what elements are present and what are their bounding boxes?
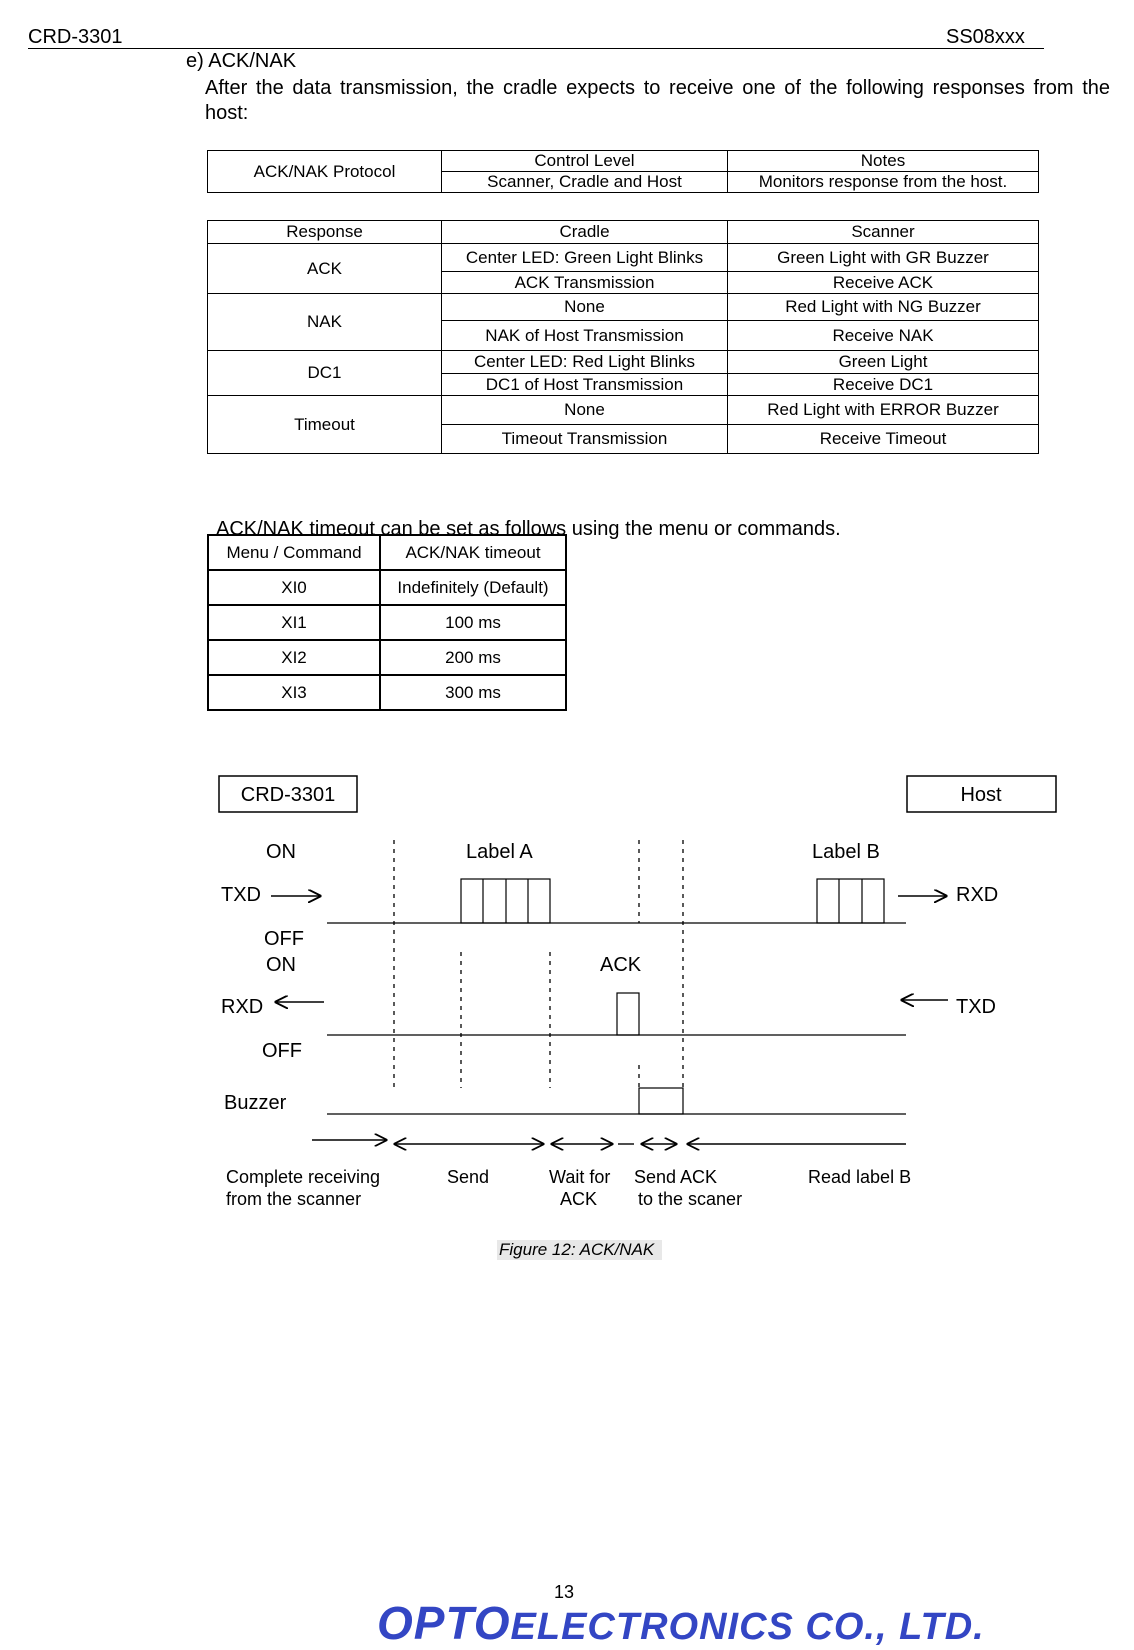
cradle-cell: Center LED: Red Light Blinks (442, 351, 728, 374)
txd-on-label: ON (266, 841, 296, 863)
protocol-col1-header: Control Level (442, 151, 728, 172)
label-a-text: Label A (466, 841, 533, 863)
timeout-cell: 100 ms (380, 605, 566, 640)
intro-paragraph: After the data transmission, the cradle expects to receive one of the following responses from the host: (205, 77, 1110, 124)
scanner-header: Scanner (728, 221, 1039, 244)
phase-send-ack: Send ACK (634, 1167, 718, 1187)
scanner-cell: Red Light with ERROR Buzzer (728, 396, 1039, 425)
rxd-left-label: RXD (221, 996, 264, 1018)
phase-read-label-b: Read label B (808, 1167, 912, 1187)
timeout-cell: 200 ms (380, 640, 566, 675)
cradle-cell: DC1 of Host Transmission (442, 374, 728, 396)
phase-wait-for: Wait for (549, 1167, 611, 1187)
command-header: Menu / Command (208, 535, 380, 570)
response-dc1: DC1 (208, 351, 442, 396)
phase-ack: ACK (560, 1189, 598, 1209)
figure-caption: Figure 12: ACK/NAK (497, 1240, 662, 1260)
phase-from-scanner: from the scanner (226, 1189, 362, 1209)
host-box-label: Host (960, 784, 1002, 806)
ack-signal-label: ACK (600, 954, 642, 976)
label-a-pulses (461, 879, 550, 923)
scanner-cell: Green Light (728, 351, 1039, 374)
scanner-cell: Receive DC1 (728, 374, 1039, 396)
cradle-cell: Timeout Transmission (442, 425, 728, 454)
cradle-cell: Center LED: Green Light Blinks (442, 244, 728, 272)
buzzer-label: Buzzer (224, 1092, 287, 1114)
label-b-pulses (817, 879, 884, 923)
command-cell: XI1 (208, 605, 380, 640)
rxd-off-label: OFF (262, 1040, 302, 1062)
header-model: SS08xxx (946, 26, 1025, 48)
protocol-col2-value: Monitors response from the host. (728, 172, 1039, 193)
scanner-cell: Receive ACK (728, 272, 1039, 294)
company-logo (377, 1596, 985, 1650)
command-cell: XI0 (208, 570, 380, 605)
buzzer-pulse (639, 1088, 683, 1114)
header-doc-id: CRD-3301 (28, 26, 123, 48)
phase-complete-receiving: Complete receiving (226, 1167, 381, 1187)
ack-pulse (617, 993, 639, 1035)
scanner-cell: Green Light with GR Buzzer (728, 244, 1039, 272)
cradle-cell: None (442, 294, 728, 321)
logo-opto: OPTO (377, 1597, 511, 1649)
page-number: 13 (554, 1582, 575, 1602)
rxd-on-label: ON (266, 954, 296, 976)
phase-arrows (312, 1140, 906, 1144)
cradle-cell: NAK of Host Transmission (442, 321, 728, 351)
txd-left-label: TXD (221, 884, 261, 906)
response-ack: ACK (208, 244, 442, 294)
crd-3301-box-label: CRD-3301 (240, 784, 336, 806)
timeout-cell: Indefinitely (Default) (380, 570, 566, 605)
response-header: Response (208, 221, 442, 244)
txd-right-label: TXD (956, 996, 996, 1018)
timeout-note: ACK/NAK timeout can be set as follows using the menu or commands. (216, 518, 841, 540)
protocol-label: ACK/NAK Protocol (208, 151, 442, 193)
timeout-cell: 300 ms (380, 675, 566, 710)
scanner-cell: Red Light with NG Buzzer (728, 294, 1039, 321)
scanner-cell: Receive NAK (728, 321, 1039, 351)
logo-electronics: ELECTRONICS CO., LTD. (510, 1606, 985, 1648)
cradle-cell: ACK Transmission (442, 272, 728, 294)
txd-off-label: OFF (264, 928, 304, 950)
phase-send: Send (447, 1167, 490, 1187)
protocol-col2-header: Notes (728, 151, 1039, 172)
cradle-header: Cradle (442, 221, 728, 244)
protocol-col1-value: Scanner, Cradle and Host (442, 172, 728, 193)
command-cell: XI2 (208, 640, 380, 675)
response-nak: NAK (208, 294, 442, 351)
scanner-cell: Receive Timeout (728, 425, 1039, 454)
phase-to-scanner: to the scaner (638, 1189, 743, 1209)
cradle-cell: None (442, 396, 728, 425)
response-timeout: Timeout (208, 396, 442, 454)
label-b-text: Label B (812, 841, 880, 863)
rxd-right-label: RXD (956, 884, 999, 906)
section-heading: e) ACK/NAK (186, 50, 297, 72)
command-cell: XI3 (208, 675, 380, 710)
timeout-header: ACK/NAK timeout (380, 535, 566, 570)
